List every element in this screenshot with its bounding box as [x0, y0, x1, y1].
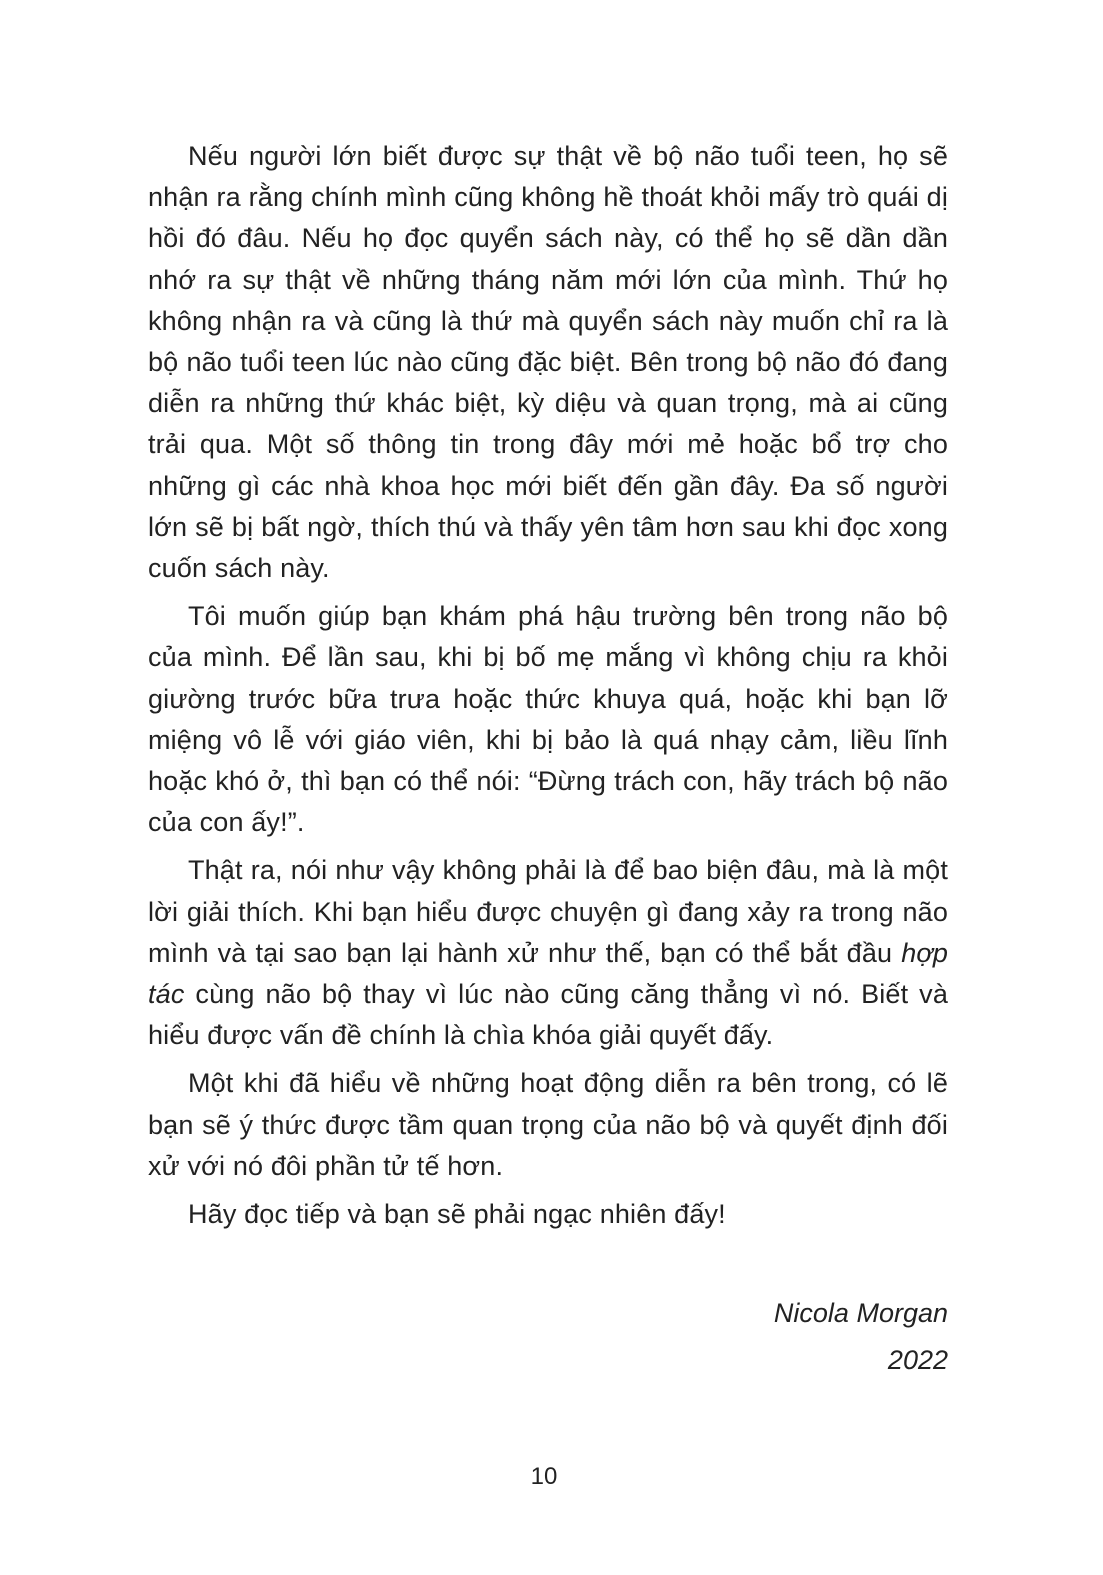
paragraph-5: Hãy đọc tiếp và bạn sẽ phải ngạc nhiên đấy! [188, 1199, 726, 1230]
emphasized-phrase: hợp tác [148, 937, 948, 1010]
paragraph-3-text-end: cùng não bộ thay vì lúc nào cũng căng thẳng vì nó. Biết và hiểu được vấn đề chính là chìa khóa giải quyết đấy. [148, 979, 948, 1051]
page-number: 10 [530, 1463, 558, 1490]
signature [148, 1290, 948, 1384]
author-name: Nicola Morgan [773, 1298, 948, 1328]
paragraph-2: Tôi muốn giúp bạn khám phá hậu trường bên trong não bộ của mình. Để lần sau, khi bị bố mẹ mắng vì không chịu ra khỏi giường trước bữa trưa hoặc thức khuya quá, hoặc khi bạn lỡ miệng vô lễ với giáo viên, khi bị bảo là quá nhạy cảm, liều lĩnh hoặc khó ở, thì bạn có thể nói: “Đừng trách con, hãy trách bộ não của con ấy!”. [148, 601, 948, 838]
signature-year: 2022 [887, 1345, 948, 1375]
body-text [148, 136, 948, 1242]
paragraph-3 [148, 850, 948, 1056]
paragraph-3-text-start: Thật ra, nói như vậy không phải là để bao biện đâu, mà là một lời giải thích. Khi bạn hiểu được chuyện gì đang xảy ra trong não mình và tại sao bạn lại hành xử như thế, bạn có thể bắt đầu [148, 855, 948, 968]
paragraph-1: Nếu người lớn biết được sự thật về bộ não tuổi teen, họ sẽ nhận ra rằng chính mình cũng không hề thoát khỏi mấy trò quái dị hồi đó đâu. Nếu họ đọc quyển sách này, có thể họ sẽ dần dần nhớ ra sự thật về những tháng năm mới lớn của mình. Thứ họ không nhận ra và cũng là thứ mà quyển sách này muốn chỉ ra là bộ não tuổi teen lúc nào cũng đặc biệt. Bên trong bộ não đó đang diễn ra những thứ khác biệt, kỳ diệu và quan trọng, mà ai cũng trải qua. Một số thông tin trong đây mới mẻ hoặc bổ trợ cho những gì các nhà khoa học mới biết đến gần đây. Đa số người lớn sẽ bị bất ngờ, thích thú và thấy yên tâm hơn sau khi đọc xong cuốn sách này. [148, 141, 948, 584]
paragraph-4: Một khi đã hiểu về những hoạt động diễn ra bên trong, có lẽ bạn sẽ ý thức được tầm quan trọng của não bộ và quyết định đối xử với nó đôi phần tử tế hơn. [148, 1068, 948, 1181]
